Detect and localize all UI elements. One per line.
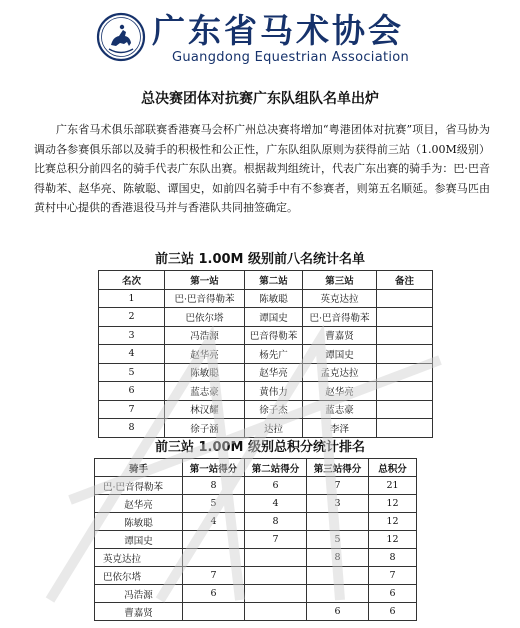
table-cell: 谭国史	[95, 531, 183, 549]
table-cell: 5	[183, 495, 245, 513]
table-cell: 谭国史	[245, 308, 303, 327]
table-cell: 4	[245, 495, 307, 513]
document-title: 总决赛团体对抗赛广东队组队名单出炉	[141, 91, 379, 107]
table-cell: 6	[245, 477, 307, 495]
table-row	[95, 567, 417, 585]
table-cell: 蓝志豪	[165, 382, 245, 401]
table-cell	[377, 326, 433, 345]
table-cell: 谭国史	[303, 345, 377, 364]
table-row	[99, 345, 433, 364]
table-cell: 孟克达拉	[303, 363, 377, 382]
table-cell: 徐子杰	[245, 400, 303, 419]
table-cell: 曹嘉贤	[303, 326, 377, 345]
table-cell	[183, 549, 245, 567]
table-row	[99, 308, 433, 327]
table-cell: 李泽	[303, 419, 377, 438]
table-cell: 6	[183, 585, 245, 603]
table-cell: 3	[307, 495, 369, 513]
table-cell	[245, 549, 307, 567]
horse-rider-emblem-icon	[96, 12, 146, 62]
column-header: 第二站	[245, 271, 303, 290]
table-row	[99, 382, 433, 401]
table-cell: 8	[245, 513, 307, 531]
table-cell: 英克达拉	[303, 289, 377, 308]
table-cell: 7	[99, 400, 165, 419]
column-header: 第一站	[165, 271, 245, 290]
table-cell: 赵华亮	[95, 495, 183, 513]
table-header-row	[99, 271, 433, 290]
table-cell	[245, 585, 307, 603]
column-header: 第三站	[303, 271, 377, 290]
table-row	[99, 419, 433, 438]
table1-title: 前三站 1.00M 级别前八名统计名单	[154, 252, 366, 267]
table-cell: 8	[307, 549, 369, 567]
org-name-cn: 广东省马术协会	[152, 11, 404, 50]
table-cell: 林汉耀	[165, 400, 245, 419]
table2-title: 前三站 1.00M 级别总积分统计排名	[154, 440, 366, 455]
page-header	[0, 0, 520, 72]
column-header: 第一站得分	[183, 459, 245, 477]
table-cell: 陈敏聪	[245, 289, 303, 308]
table-cell: 曹嘉贤	[95, 603, 183, 621]
table-cell: 赵华亮	[303, 382, 377, 401]
table-row	[95, 477, 417, 495]
table-cell	[245, 567, 307, 585]
column-header: 骑手	[95, 459, 183, 477]
table-cell: 巴依尔塔	[95, 567, 183, 585]
table-row	[99, 289, 433, 308]
table-cell	[377, 345, 433, 364]
total-points-table	[94, 458, 417, 621]
column-header: 名次	[99, 271, 165, 290]
table-cell: 12	[369, 513, 417, 531]
table-cell: 12	[369, 531, 417, 549]
table-cell: 6	[307, 603, 369, 621]
table-cell: 巴音得勒苯	[245, 326, 303, 345]
table-cell	[183, 531, 245, 549]
table-row	[99, 363, 433, 382]
table-cell: 7	[183, 567, 245, 585]
table-row	[95, 549, 417, 567]
table-cell	[377, 363, 433, 382]
column-header: 备注	[377, 271, 433, 290]
table-cell: 冯浩源	[165, 326, 245, 345]
table-cell: 徐子涵	[165, 419, 245, 438]
table-cell	[245, 603, 307, 621]
table-cell: 杨先广	[245, 345, 303, 364]
table-row	[95, 513, 417, 531]
table-cell: 蓝志豪	[303, 400, 377, 419]
table-cell: 21	[369, 477, 417, 495]
table-cell: 巴·巴音得勒苯	[303, 308, 377, 327]
table-cell: 5	[99, 363, 165, 382]
table-cell: 7	[307, 477, 369, 495]
column-header: 总积分	[369, 459, 417, 477]
table-cell: 8	[99, 419, 165, 438]
table-cell	[307, 513, 369, 531]
table-cell: 8	[369, 549, 417, 567]
table-cell	[377, 308, 433, 327]
table-cell: 黄伟力	[245, 382, 303, 401]
table-cell: 6	[369, 603, 417, 621]
table-cell: 2	[99, 308, 165, 327]
table-cell: 6	[369, 585, 417, 603]
table-cell: 1	[99, 289, 165, 308]
table-cell: 巴·巴音得勒苯	[95, 477, 183, 495]
table-cell	[377, 400, 433, 419]
table-cell	[183, 603, 245, 621]
table-row	[95, 531, 417, 549]
table-cell: 陈敏聪	[165, 363, 245, 382]
table-cell: 6	[99, 382, 165, 401]
table-cell: 英克达拉	[95, 549, 183, 567]
column-header: 第二站得分	[245, 459, 307, 477]
table-header-row	[95, 459, 417, 477]
table-cell: 陈敏聪	[95, 513, 183, 531]
table-cell: 赵华亮	[165, 345, 245, 364]
table-cell	[377, 382, 433, 401]
table-cell: 巴依尔塔	[165, 308, 245, 327]
top-eight-table	[98, 270, 433, 438]
table-cell: 7	[245, 531, 307, 549]
table-cell	[377, 419, 433, 438]
table-cell: 8	[183, 477, 245, 495]
announcement-paragraph: 广东省马术俱乐部联赛香港赛马会杯广州总决赛将增加“粤港团体对抗赛”项目，省马协为调动各参赛俱乐部以及骑手的积极性和公正性，广东队组队原则为获得前三站（1.00M级别）比赛总积分前四名的骑手代表广东队出赛。根据裁判组统计，代表广东出赛的骑手为：巴·巴音得勒苯、赵华亮、陈敏聪、谭国史，如前四名骑手中有不参赛者，则第五名顺延。参赛马匹由黄村中心提供的香港退役马并与香港队共同抽签确定。	[34, 123, 490, 214]
table-cell: 5	[307, 531, 369, 549]
table-cell: 巴·巴音得勒苯	[165, 289, 245, 308]
table-cell: 7	[369, 567, 417, 585]
table-row	[95, 495, 417, 513]
org-name-en: Guangdong Equestrian Association	[172, 50, 410, 65]
table-row	[95, 585, 417, 603]
table-cell: 达拉	[245, 419, 303, 438]
table-cell: 3	[99, 326, 165, 345]
table-row	[99, 400, 433, 419]
table-row	[99, 326, 433, 345]
table-cell	[307, 585, 369, 603]
table-cell: 冯浩源	[95, 585, 183, 603]
table-row	[95, 603, 417, 621]
column-header: 第三站得分	[307, 459, 369, 477]
table-cell: 赵华亮	[245, 363, 303, 382]
table-cell: 12	[369, 495, 417, 513]
table-cell: 4	[183, 513, 245, 531]
table-cell: 4	[99, 345, 165, 364]
table-cell	[307, 567, 369, 585]
table-cell	[377, 289, 433, 308]
